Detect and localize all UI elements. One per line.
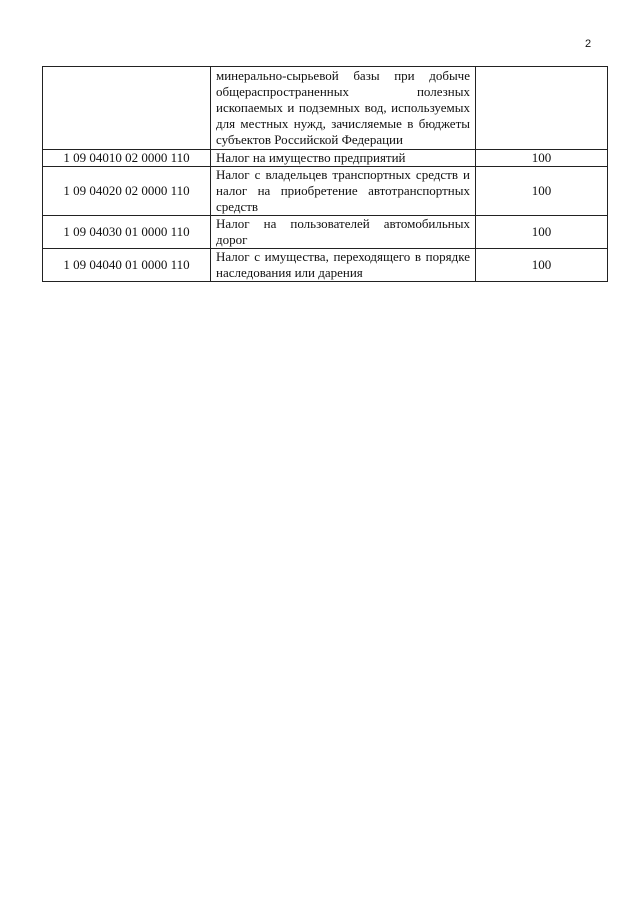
table-row [43, 216, 608, 249]
table-cell-name: минерально-сырьевой базы при добыче общераспространенных полезных ископаемых и подземных вод, используемых для местных нужд, зачисляемые в бюджеты субъектов Российской Федерации [211, 67, 476, 150]
table-cell-value: 100 [476, 216, 608, 249]
table-cell-name: Налог на имущество предприятий [211, 150, 476, 167]
table-row [43, 167, 608, 216]
table-cell-name: Налог на пользователей автомобильных дорог [211, 216, 476, 249]
table-cell-value: 100 [476, 167, 608, 216]
table-cell-code: 1 09 04020 02 0000 110 [43, 167, 211, 216]
budget-revenue-table [42, 66, 608, 282]
table-cell-value: 100 [476, 249, 608, 282]
table-cell-code: 1 09 04010 02 0000 110 [43, 150, 211, 167]
table-cell-value: 100 [476, 150, 608, 167]
page-number: 2 [585, 38, 592, 50]
table-cell-name: Налог с имущества, переходящего в порядке наследования или дарения [211, 249, 476, 282]
table-cell-code: 1 09 04030 01 0000 110 [43, 216, 211, 249]
table-row [43, 67, 608, 150]
table-cell-name: Налог с владельцев транспортных средств и налог на приобретение автотранспортных средств [211, 167, 476, 216]
table-row [43, 150, 608, 167]
table-cell-value [476, 67, 608, 150]
table-cell-code: 1 09 04040 01 0000 110 [43, 249, 211, 282]
table-row [43, 249, 608, 282]
table-cell-code [43, 67, 211, 150]
